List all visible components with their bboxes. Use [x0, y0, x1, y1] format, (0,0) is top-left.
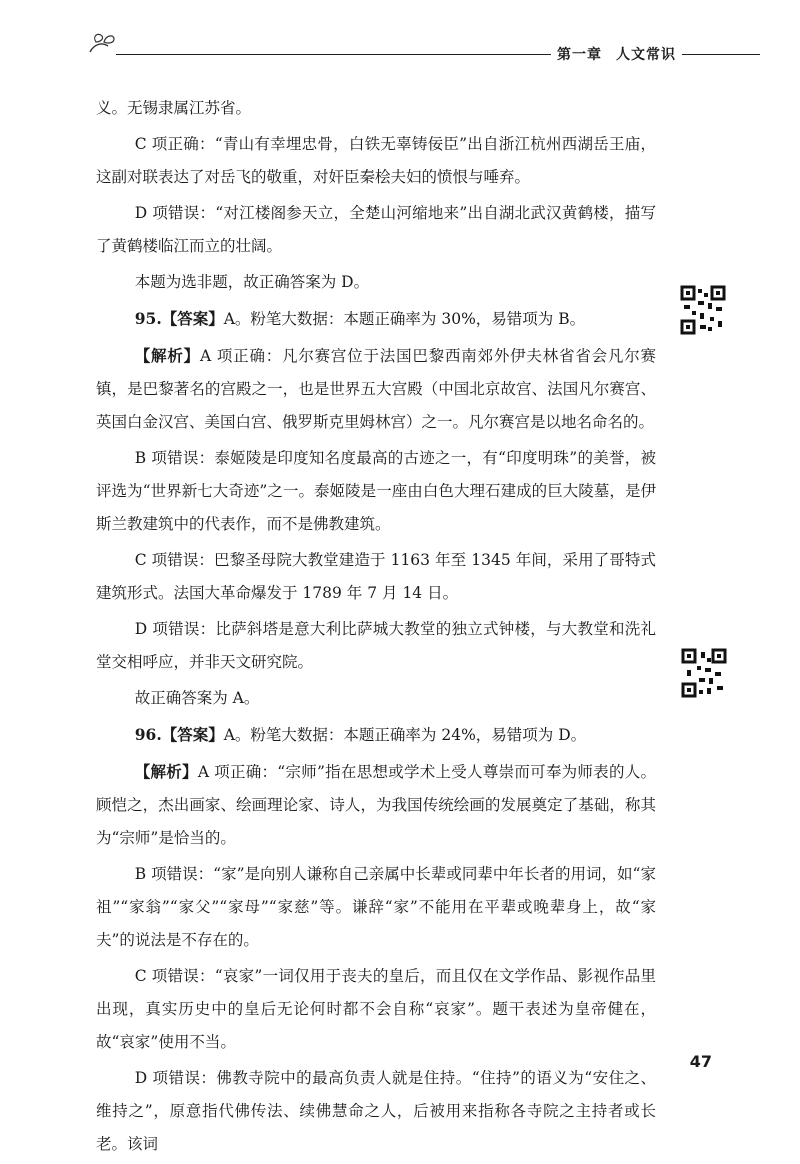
answer-tag: 95.【答案】	[134, 309, 224, 328]
paragraph	[96, 339, 656, 439]
paragraph-text: B 项错误：泰姬陵是印度知名度最高的古迹之一，有“印度明珠”的美誉，被评选为“世界新七大奇迹”之一。泰姬陵是一座由白色大理石建成的巨大陵墓，是伊斯兰教建筑中的代表作，而不是佛教建筑。	[96, 449, 656, 533]
qr-code-icon[interactable]	[681, 648, 727, 698]
paragraph	[96, 755, 656, 855]
chapter-heading	[551, 44, 682, 64]
answer-tag: 【解析】	[134, 762, 198, 781]
paragraph-text: C 项错误：“哀家”一词仅用于丧夫的皇后，而且仅在文学作品、影视作品里出现，真实历史中的皇后无论何时都不会自称“哀家”。题干表述为皇帝健在，故“哀家”使用不当。	[96, 967, 656, 1051]
qr-code-icon[interactable]	[680, 285, 726, 335]
paragraph-text: A。粉笔大数据：本题正确率为 30%，易错项为 B。	[223, 310, 586, 328]
paragraph	[96, 442, 656, 541]
chapter-title: 人文常识	[616, 47, 676, 63]
paragraph	[96, 128, 656, 194]
paragraph-text: 义。无锡隶属江苏省。	[96, 99, 252, 117]
paragraph	[96, 960, 656, 1059]
paragraph-text: B 项错误：“家”是向别人谦称自己亲属中长辈或同辈中年长者的用词，如“家祖”“家翁”“家父”“家母”“家慈”等。谦辞“家”不能用在平辈或晚辈身上，故“家夫”的说法是不存在的。	[96, 865, 656, 949]
paragraph	[96, 858, 656, 957]
paragraph	[96, 682, 656, 715]
paragraph	[96, 1062, 656, 1161]
paragraph-text: C 项正确：“青山有幸埋忠骨，白铁无辜铸佞臣”出自浙江杭州西湖岳王庙，这副对联表达了对岳飞的敬重，对奸臣秦桧夫妇的愤恨与唾弃。	[96, 135, 656, 186]
paragraph-text: 故正确答案为 A。	[134, 689, 260, 707]
paragraph	[96, 92, 656, 125]
paragraph	[96, 266, 656, 299]
paragraph-text: A 项正确：凡尔赛宫位于法国巴黎西南郊外伊夫林省省会凡尔赛镇，是巴黎著名的宫殿之一，也是世界五大宫殿（中国北京故宫、法国凡尔赛宫、英国白金汉宫、美国白宫、俄罗斯克里姆林宫）之一。凡尔赛宫是以地名命名的。	[96, 347, 656, 431]
chapter-number: 第一章	[557, 47, 602, 63]
paragraph-text: A。粉笔大数据：本题正确率为 24%，易错项为 D。	[223, 726, 587, 744]
paragraph-text: D 项错误：佛教寺院中的最高负责人就是住持。“住持”的语义为“安住之、维持之”，原意指代佛传法、续佛慧命之人，后被用来指称各寺院之主持者或长老。该词	[96, 1069, 656, 1153]
answer-tag: 【解析】	[134, 346, 200, 365]
paragraph-text: D 项错误：“对江楼阁参天立，全楚山河缩地来”出自湖北武汉黄鹤楼，描写了黄鹤楼临江而立的壮阔。	[96, 204, 656, 255]
paragraph-text: D 项错误：比萨斜塔是意大利比萨城大教堂的独立式钟楼，与大教堂和洗礼堂交相呼应，并非天文研究院。	[96, 620, 656, 671]
answer-tag: 96.【答案】	[134, 725, 224, 744]
page-header	[86, 30, 760, 70]
paragraph-text: A 项正确：“宗师”指在思想或学术上受人尊崇而可奉为师表的人。顾恺之，杰出画家、绘画理论家、诗人，为我国传统绘画的发展奠定了基础，称其为“宗师”是恰当的。	[96, 763, 656, 847]
paragraph	[96, 197, 656, 263]
paragraph-text: 本题为选非题，故正确答案为 D。	[134, 273, 370, 291]
page-number: 47	[689, 1052, 712, 1071]
paragraph	[96, 613, 656, 679]
body-text	[96, 92, 656, 1164]
paragraph	[96, 302, 656, 336]
paragraph	[96, 544, 656, 610]
paragraph	[96, 718, 656, 752]
paragraph-text: C 项错误：巴黎圣母院大教堂建造于 1163 年至 1345 年间，采用了哥特式建筑形式。法国大革命爆发于 1789 年 7 月 14 日。	[96, 551, 656, 602]
